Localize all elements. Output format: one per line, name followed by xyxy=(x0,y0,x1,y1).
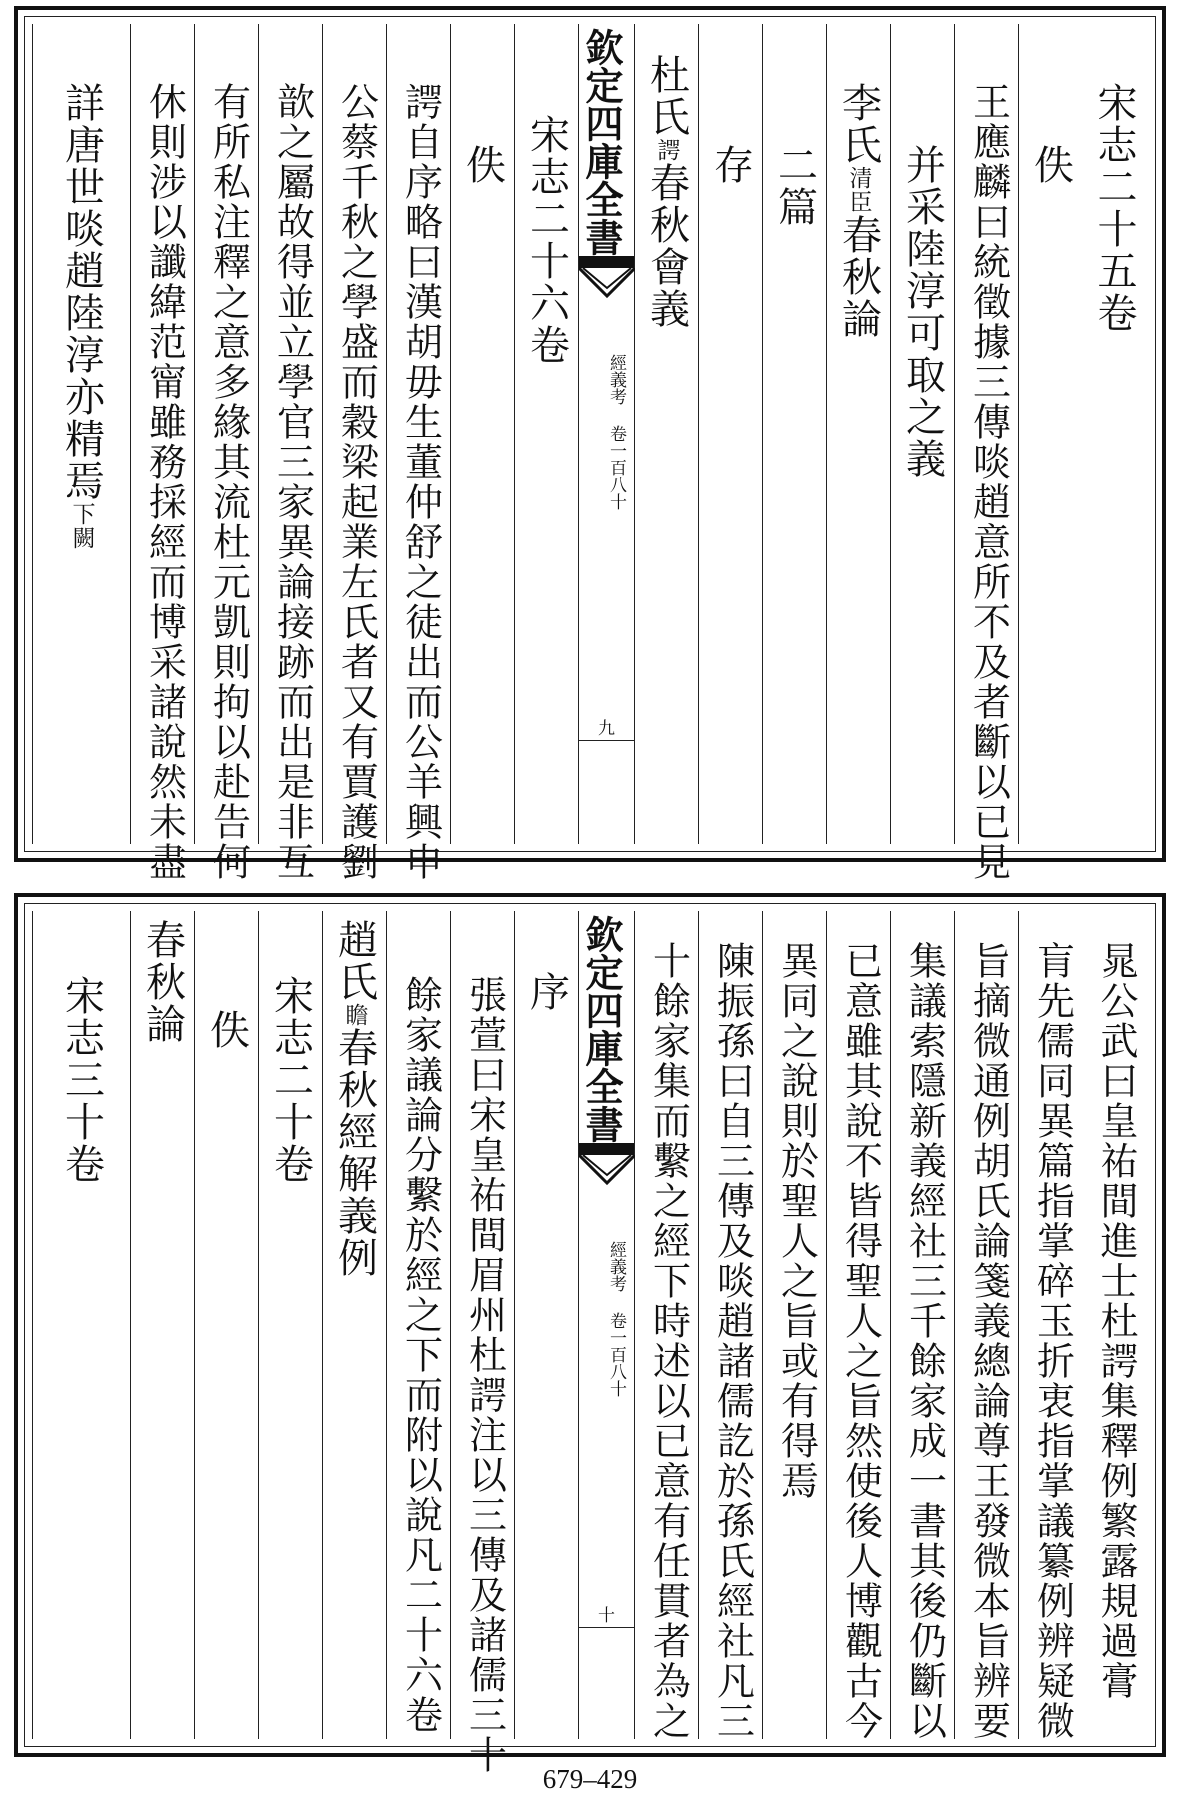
text-column xyxy=(194,24,258,882)
column-text: 陳振孫曰自三傳及啖趙諸儒訖於孫氏經社凡三 xyxy=(710,941,755,1741)
volume-note xyxy=(587,354,626,534)
author-name: 杜氏 xyxy=(643,54,690,138)
text-column xyxy=(890,24,954,844)
column-text: 有所私注釋之意多緣其流杜元凱則拘以赴告何 xyxy=(206,82,251,882)
column-text: 旨摘微通例胡氏論箋義總論尊王發微本旨辨要 xyxy=(966,941,1011,1741)
fish-tail-ornament xyxy=(579,1155,635,1195)
book-title-note: 經義考 xyxy=(606,1241,626,1292)
text-column xyxy=(258,24,322,882)
column-text xyxy=(49,82,115,550)
leaf-number: 九 xyxy=(598,719,615,739)
text-column xyxy=(386,911,450,1739)
text-column xyxy=(1018,911,1082,1739)
text-column xyxy=(634,911,698,1739)
column-text xyxy=(634,54,700,330)
text-column xyxy=(1018,24,1082,844)
text-column xyxy=(514,24,578,844)
text-column xyxy=(954,911,1018,1739)
text-column xyxy=(954,24,1018,882)
column-text: 已意雖其說不皆得聖人之旨然使後人博觀古今 xyxy=(838,941,883,1741)
volume-note xyxy=(587,1241,626,1421)
text-column xyxy=(890,911,954,1739)
upper-page-frame xyxy=(14,6,1166,882)
column-text xyxy=(826,82,892,340)
column-text: 宋志二十卷 xyxy=(267,975,314,1185)
collection-title: 欽定四庫全書 xyxy=(579,915,624,1143)
text-column xyxy=(450,24,514,844)
column-text: 歆之屬故得並立學官三家異論接跡而出是非互 xyxy=(270,82,315,882)
text-column xyxy=(322,911,386,1739)
text-column xyxy=(1082,24,1146,844)
spine-bar xyxy=(579,1143,634,1155)
column-text: 佚 xyxy=(203,1009,250,1051)
column-text: 異同之說則於聖人之旨或有得焉 xyxy=(774,941,819,1501)
author-name: 趙氏 xyxy=(331,919,378,1003)
spine-bar xyxy=(579,256,634,268)
text-column xyxy=(698,24,762,844)
text-column xyxy=(762,24,826,844)
column-text: 晁公武曰皇祐間進士杜諤集釋例繁露規過膏 xyxy=(1094,941,1138,1701)
work-title: 春秋經解義例 xyxy=(331,1027,378,1279)
text-column xyxy=(1082,911,1146,1739)
text-column xyxy=(634,24,698,844)
column-text: 佚 xyxy=(459,144,506,186)
book-title-note: 經義考 xyxy=(606,354,626,405)
text-column xyxy=(450,911,514,1775)
column-text: 佚 xyxy=(1027,144,1074,186)
lacuna-note: 下闕 xyxy=(68,502,95,550)
text-column xyxy=(130,24,194,882)
column-text: 序 xyxy=(523,971,570,1013)
work-title: 春秋論 xyxy=(835,214,882,340)
work-title: 春秋會義 xyxy=(643,162,690,330)
text-column xyxy=(514,911,578,1739)
column-text: 休則涉以讖緯范甯雖務採經而博采諸說然未盡 xyxy=(142,82,187,882)
column-text: 二篇 xyxy=(771,144,818,228)
spine-rule xyxy=(579,1627,634,1628)
column-text: 宋志二十五卷 xyxy=(1091,82,1137,334)
column-text: 張萱曰宋皇祐間眉州杜諤注以三傳及諸儒三十 xyxy=(462,975,507,1775)
column-text: 并采陸淳可取之義 xyxy=(899,144,946,480)
fish-tail-ornament xyxy=(579,268,635,308)
column-text: 存 xyxy=(707,144,754,186)
text-column xyxy=(194,911,258,1739)
column-text: 肓先儒同異篇指掌碎玉折衷指掌議纂例辨疑微 xyxy=(1030,941,1075,1741)
column-text: 十餘家集而繫之經下時述以已意有任貫者為之 xyxy=(646,941,691,1741)
text-column xyxy=(32,911,130,1739)
column-text: 集議索隱新義經社三千餘家成一書其後仍斷以 xyxy=(902,941,947,1741)
column-text: 王應麟曰統徵據三傳啖趙意所不及者斷以已見 xyxy=(966,82,1011,882)
text-column xyxy=(762,911,826,1739)
text-column xyxy=(826,911,890,1739)
chapter-note: 卷一百八十 xyxy=(606,425,626,510)
author-given-name: 清臣 xyxy=(845,166,872,214)
column-text: 宋志二十六卷 xyxy=(523,114,570,366)
column-text: 宋志三十卷 xyxy=(58,975,105,1185)
author-name: 李氏 xyxy=(835,82,882,166)
author-given-name: 諤 xyxy=(653,138,680,162)
text-column xyxy=(826,24,890,844)
column-main-text: 詳唐世啖趙陸淳亦精焉 xyxy=(58,82,105,502)
page-reference-number: 679–429 xyxy=(542,1764,638,1794)
leaf-number: 十 xyxy=(598,1606,615,1626)
column-text: 餘家議論分繫於經之下而附以說凡二十六卷 xyxy=(398,975,443,1735)
spine-rule xyxy=(579,740,634,741)
author-given-name: 瞻 xyxy=(341,1003,368,1027)
text-column xyxy=(698,911,762,1739)
text-column xyxy=(386,24,450,882)
chapter-note: 卷一百八十 xyxy=(606,1312,626,1397)
page-spine xyxy=(578,911,634,1739)
column-text: 春秋論 xyxy=(139,919,186,1045)
column-text xyxy=(322,919,388,1279)
collection-title: 欽定四庫全書 xyxy=(579,28,624,256)
column-text: 公蔡千秋之學盛而穀梁起業左氏者又有賈護劉 xyxy=(334,82,379,882)
text-column xyxy=(322,24,386,882)
text-column xyxy=(32,24,130,844)
lower-page-frame xyxy=(14,893,1166,1775)
text-column xyxy=(258,911,322,1739)
text-column xyxy=(130,911,194,1739)
column-text: 諤自序略曰漢胡毋生董仲舒之徒出而公羊興申 xyxy=(398,82,443,882)
page-spine xyxy=(578,24,634,844)
